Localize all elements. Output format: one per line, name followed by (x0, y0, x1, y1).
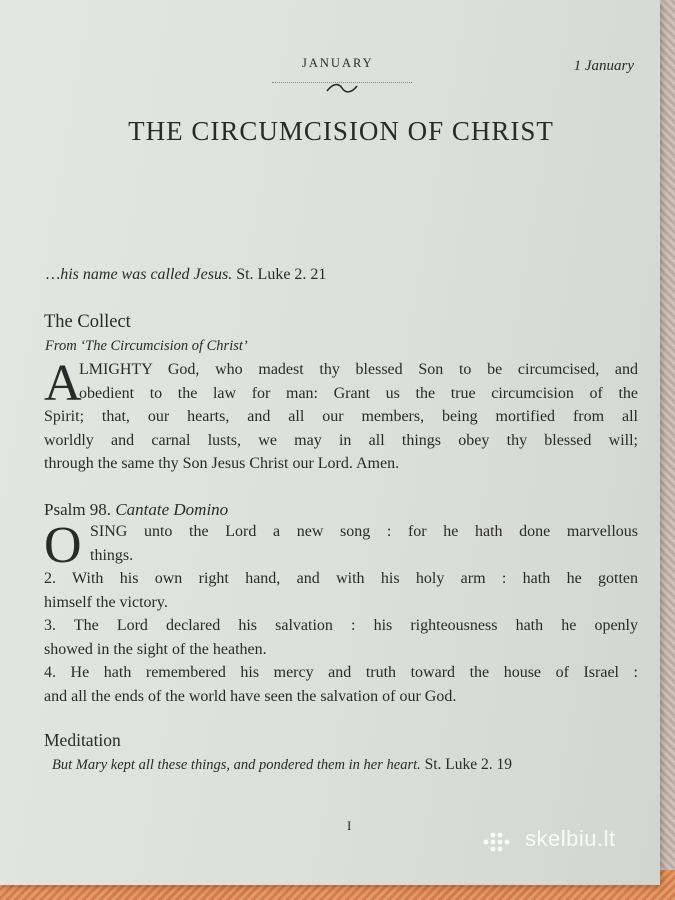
psalm-line: himself the victory. (44, 593, 168, 611)
collect-line: through the same thy Son Jesus Christ our Lord. Amen. (44, 455, 400, 472)
running-head-month: JANUARY (302, 56, 374, 70)
page-number: I (347, 818, 352, 833)
swash-ornament-icon (325, 82, 359, 96)
watermark-logo-icon (482, 830, 516, 854)
collect-heading: The Collect (44, 312, 131, 332)
collect-text (44, 355, 638, 476)
running-head-date: 1 January (573, 58, 634, 74)
collect-dropcap: A (44, 355, 82, 412)
page-title: THE CIRCUMCISION OF CHRIST (128, 116, 554, 146)
epigraph-reference: St. Luke 2. 21 (232, 266, 327, 283)
psalm-line: and all the ends of the world have seen the salvation of our God. (44, 687, 457, 705)
psalm-line: 4. He hath remembered his mercy and truth toward the house of Israel : (44, 664, 638, 681)
collect-line: LMIGHTY God, who madest thy blessed Son to be circumcised, and (79, 361, 638, 378)
psalm-line: SING unto the Lord a new song : for he hath done marvellous (90, 523, 638, 540)
epigraph-quote: …his name was called Jesus. (46, 266, 233, 283)
psalm-line: showed in the sight of the heathen. (44, 640, 267, 658)
collect-line: worldly and carnal lusts, we may in all things obey thy blessed will; (44, 431, 638, 449)
collect-line: obedient to the law for man: Grant us the true circumcision of the (79, 384, 638, 402)
meditation-text (52, 756, 512, 774)
running-head (0, 56, 660, 76)
collect-line: Spirit; that, our hearts, and all our members, being mortified from all (44, 408, 638, 425)
psalm-heading-title: Cantate Domino (115, 500, 229, 519)
psalm-line: 2. With his own right hand, and with his holy arm : hath he gotten (44, 570, 638, 587)
meditation-quote: But Mary kept all these things, and pondered them in her heart. (52, 757, 421, 773)
meditation-heading: Meditation (44, 730, 121, 750)
psalm-text (44, 517, 638, 708)
collect-source: From ‘The Circumcision of Christ’ (45, 338, 248, 354)
epigraph (46, 266, 326, 284)
meditation-reference: St. Luke 2. 19 (420, 756, 513, 773)
psalm-line: things. (90, 546, 134, 564)
psalm-heading-number: Psalm 98. (44, 500, 116, 519)
psalm-dropcap: O (44, 517, 82, 574)
psalm-line: 3. The Lord declared his salvation : his righteousness hath he openly (44, 617, 638, 634)
watermark-text: skelbiu.lt (525, 826, 616, 851)
